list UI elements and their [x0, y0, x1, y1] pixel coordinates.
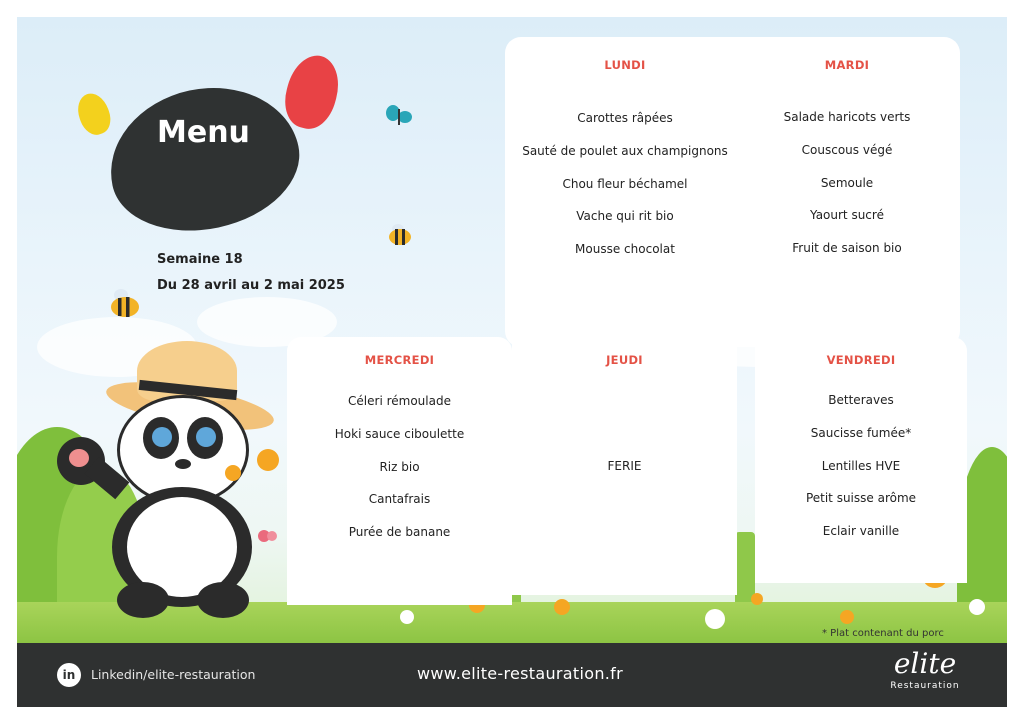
panda-mascot	[57, 337, 287, 627]
menu-card-vendredi	[755, 337, 967, 583]
dish-item: Petit suisse arôme	[805, 491, 917, 506]
day-title-jeudi: JEUDI	[606, 353, 643, 367]
date-range: Du 28 avril au 2 mai 2025	[157, 278, 345, 293]
menu-card-top	[505, 37, 960, 347]
menu-card-jeudi	[512, 337, 737, 595]
footer-bar	[17, 643, 1007, 707]
week-info	[157, 247, 345, 299]
bee-icon	[107, 289, 143, 319]
dish-item: Riz bio	[379, 459, 420, 474]
dish-item: Yaourt sucré	[810, 208, 884, 223]
logo-word: elite	[893, 647, 957, 680]
logo-subtitle: Restauration	[890, 681, 960, 691]
dish-item: Saucisse fumée*	[810, 425, 912, 440]
week-label: Semaine 18	[157, 252, 243, 267]
jeudi-note	[512, 450, 737, 483]
dish-item: Lentilles HVE	[821, 458, 901, 473]
dish-item: Eclair vanille	[822, 524, 900, 539]
dish-item: Salade haricots verts	[783, 110, 911, 124]
dish-item: Semoule	[820, 175, 874, 190]
dish-list-mercredi	[287, 385, 512, 549]
dish-list-mardi	[737, 101, 957, 265]
menu-title-blob	[97, 71, 312, 247]
dish-item: Hoki sauce ciboulette	[334, 426, 465, 441]
day-title-mardi: MARDI	[824, 58, 870, 72]
elite-logo	[875, 647, 975, 703]
dish-item: Vache qui rit bio	[576, 209, 674, 224]
butterfly-icon	[385, 103, 413, 129]
menu-sheet	[17, 17, 1007, 707]
balloon-red-icon	[278, 50, 345, 134]
dish-item: Sauté de poulet aux champignons	[522, 143, 728, 158]
day-title-mercredi: MERCREDI	[364, 353, 435, 367]
dish-item: Couscous végé	[801, 142, 893, 157]
balloon-yellow-icon	[73, 89, 116, 139]
linkedin-link[interactable]: Linkedin/elite-restauration	[91, 667, 256, 682]
holiday-note: FERIE	[607, 459, 642, 473]
day-title-vendredi: VENDREDI	[826, 353, 896, 367]
dish-item: Chou fleur béchamel	[562, 176, 688, 191]
linkedin-icon[interactable]: in	[57, 663, 81, 687]
day-title-lundi: LUNDI	[604, 58, 646, 72]
dish-item: Céleri rémoulade	[348, 394, 451, 408]
dish-item: Mousse chocolat	[575, 242, 675, 257]
menu-card-mercredi	[287, 337, 512, 605]
dish-list-vendredi	[755, 384, 967, 548]
bee-icon	[385, 223, 415, 247]
menu-title: Menu	[157, 115, 250, 150]
dish-item: Fruit de saison bio	[792, 241, 902, 256]
pork-footnote: * Plat contenant du porc	[822, 628, 944, 639]
dish-item: Carottes râpées	[577, 111, 673, 125]
dish-item: Cantafrais	[368, 492, 431, 507]
dish-list-lundi	[510, 102, 740, 266]
website-link[interactable]: www.elite-restauration.fr	[417, 664, 623, 683]
dish-item: Purée de banane	[348, 525, 451, 540]
dish-item: Betteraves	[828, 393, 894, 407]
